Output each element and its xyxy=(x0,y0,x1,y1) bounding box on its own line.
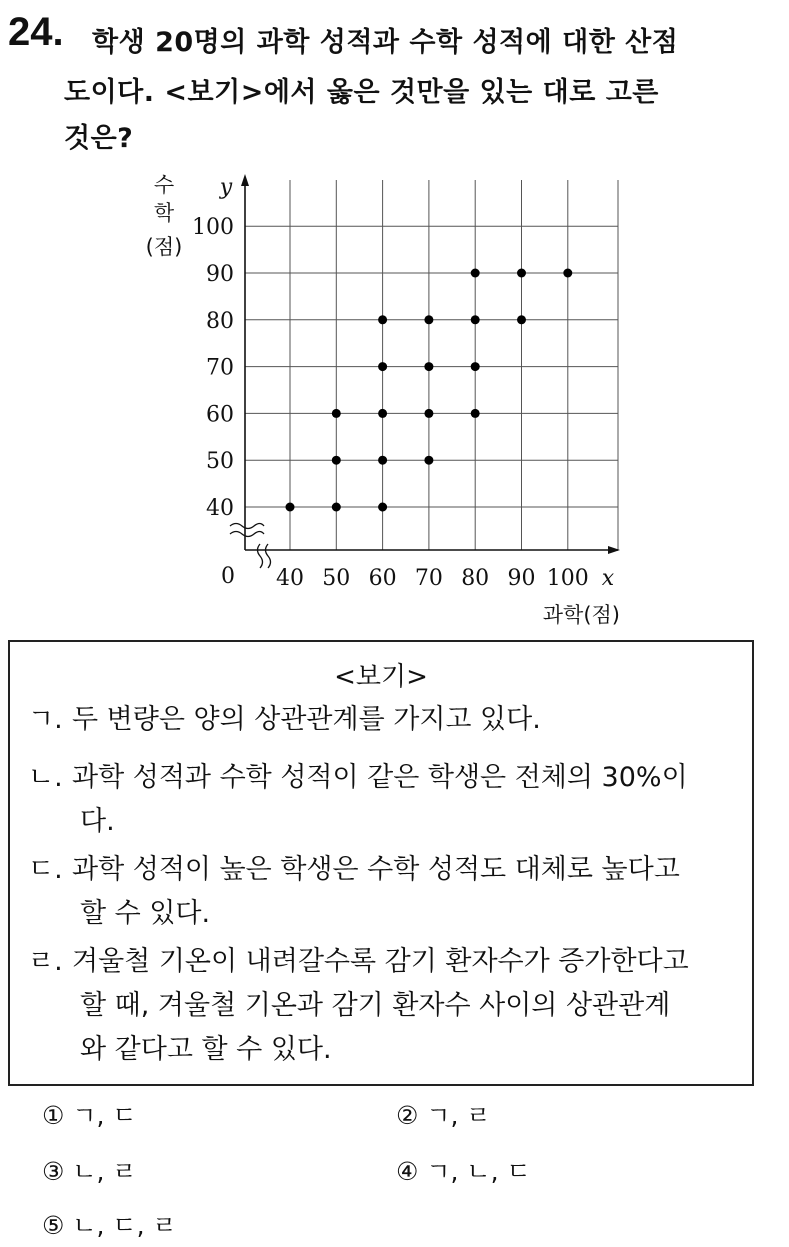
bogi-title: <보기> xyxy=(334,662,428,692)
x-axis-letter: x xyxy=(601,566,615,591)
data-point xyxy=(471,409,480,418)
data-point xyxy=(471,269,480,278)
y-tick-label: 100 xyxy=(192,215,234,241)
bogi-item-2 xyxy=(28,756,748,844)
y-axis-letter: y xyxy=(219,175,233,200)
y-tick-label: 50 xyxy=(206,449,234,475)
x-tick-label: 60 xyxy=(368,566,397,591)
data-point xyxy=(286,503,295,512)
bogi-text-cont: 할 수 있다. xyxy=(80,898,211,929)
question-line-2: 도이다. <보기>에서 옳은 것만을 있는 대로 고른 xyxy=(64,77,659,108)
data-point xyxy=(378,503,387,512)
data-point xyxy=(424,409,433,418)
y-axis-label: 수 xyxy=(153,173,175,197)
bogi-mark: ㄹ. xyxy=(28,946,63,977)
choice-num: ⑤ xyxy=(42,1211,65,1240)
choice-text: ㄱ, ㄷ xyxy=(72,1101,137,1130)
y-tick-label: 70 xyxy=(206,355,234,381)
bogi-text-cont: 다. xyxy=(80,806,115,837)
y-axis-label: (점) xyxy=(145,235,183,259)
y-tick-label: 60 xyxy=(206,402,234,428)
y-axis-label: 학 xyxy=(153,201,175,225)
bogi-text-cont: 할 때, 겨울철 기온과 감기 환자수 사이의 상관관계 와 같다고 할 수 있다. xyxy=(80,990,671,1065)
choice-num: ④ xyxy=(396,1157,419,1186)
data-point xyxy=(378,456,387,465)
choice-2[interactable] xyxy=(396,1096,491,1132)
bogi-text: 과학 성적과 수학 성적이 같은 학생은 전체의 30%이 xyxy=(72,762,688,793)
bogi-box xyxy=(8,640,754,1086)
data-point xyxy=(471,362,480,371)
data-point xyxy=(332,503,341,512)
x-axis-label: 과학(점) xyxy=(542,603,620,627)
choice-4[interactable] xyxy=(396,1152,531,1188)
choice-text: ㄴ, ㄹ xyxy=(72,1157,137,1186)
data-point xyxy=(471,315,480,324)
chart-tick-labels xyxy=(192,215,589,591)
data-point xyxy=(563,269,572,278)
choice-text: ㄱ, ㄹ xyxy=(426,1101,491,1130)
question-line-3: 것은? xyxy=(64,123,134,154)
y-axis-break-mark xyxy=(230,524,264,529)
choice-num: ③ xyxy=(42,1157,65,1186)
bogi-item-1 xyxy=(28,698,748,742)
choice-3[interactable] xyxy=(42,1152,137,1188)
bogi-text: 과학 성적이 높은 학생은 수학 성적도 대체로 높다고 xyxy=(72,854,680,885)
data-point xyxy=(378,409,387,418)
y-tick-label: 40 xyxy=(206,496,234,521)
y-axis-arrow xyxy=(241,174,249,186)
bogi-text: 겨울철 기온이 내려갈수록 감기 환자수가 증가한다고 xyxy=(72,946,689,977)
choice-num: ① xyxy=(42,1101,65,1130)
x-tick-label: 80 xyxy=(461,566,490,591)
choice-5[interactable] xyxy=(42,1206,177,1242)
x-tick-label: 70 xyxy=(414,566,443,591)
x-tick-label: 40 xyxy=(276,566,304,591)
data-point xyxy=(517,315,526,324)
data-point xyxy=(424,315,433,324)
y-tick-label: 80 xyxy=(206,308,234,334)
question-line-1: 학생 20명의 과학 성적과 수학 성적에 대한 산점 xyxy=(92,27,679,58)
data-point xyxy=(332,456,341,465)
choice-text: ㄱ, ㄴ, ㄷ xyxy=(426,1157,531,1186)
bogi-item-3 xyxy=(28,848,748,936)
x-axis-break-mark xyxy=(258,544,263,568)
x-tick-label: 100 xyxy=(546,566,589,591)
bogi-mark: ㄴ. xyxy=(28,762,63,793)
data-point xyxy=(332,409,341,418)
bogi-mark: ㄱ. xyxy=(28,704,63,735)
question-number: 24. xyxy=(8,10,64,54)
choice-num: ② xyxy=(396,1101,419,1130)
data-point xyxy=(424,362,433,371)
data-point xyxy=(378,315,387,324)
x-tick-label: 50 xyxy=(322,566,351,591)
y-tick-label: 90 xyxy=(206,262,234,287)
bogi-item-4 xyxy=(28,940,748,1072)
x-tick-label: 90 xyxy=(507,566,536,591)
choice-1[interactable] xyxy=(42,1096,137,1132)
bogi-text: 두 변량은 양의 상관관계를 가지고 있다. xyxy=(72,704,541,735)
origin-label: 0 xyxy=(221,564,235,589)
x-axis-break-mark xyxy=(266,544,271,568)
data-point xyxy=(424,456,433,465)
data-point xyxy=(517,269,526,278)
y-axis-break-mark xyxy=(230,532,264,537)
scatter-chart xyxy=(130,168,650,628)
bogi-mark: ㄷ. xyxy=(28,854,63,885)
data-point xyxy=(378,362,387,371)
choice-text: ㄴ, ㄷ, ㄹ xyxy=(72,1211,177,1240)
